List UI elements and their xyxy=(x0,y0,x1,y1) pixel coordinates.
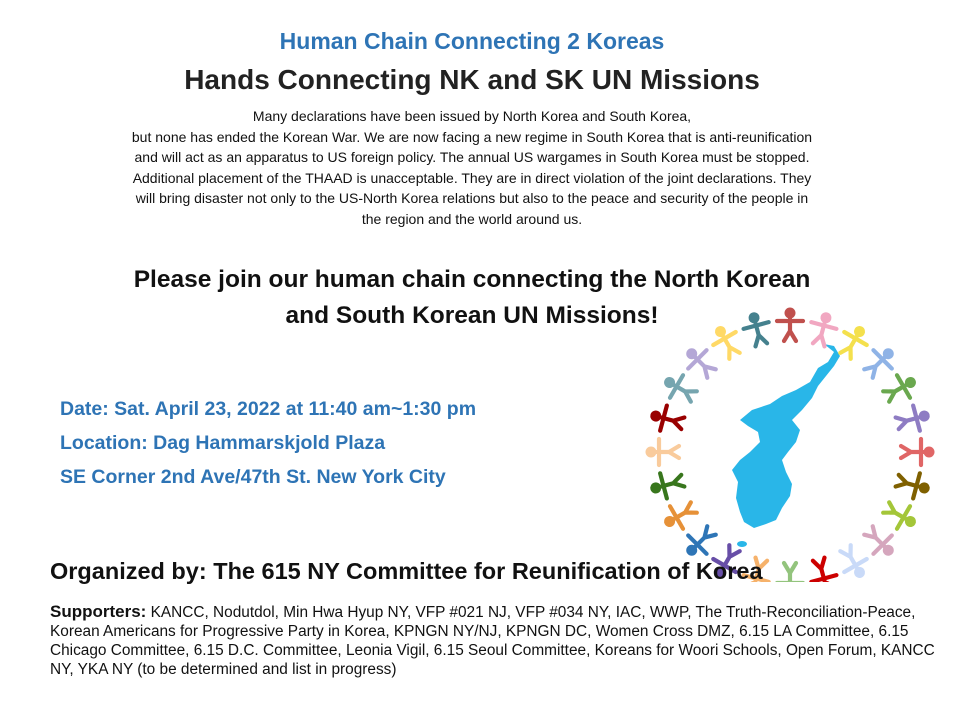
event-details xyxy=(60,392,620,494)
supporters-list xyxy=(50,602,956,679)
intro-line: Many declarations have been issued by North Korea and South Korea, xyxy=(252,108,692,124)
supporters-label: Supporters: xyxy=(50,602,147,621)
intro-line: Additional placement of the THAAD is unacceptable. They are in direct violation of the joint declarations. They xyxy=(132,169,812,186)
stick-figure xyxy=(894,468,933,502)
intro-paragraph xyxy=(30,106,914,230)
stick-figure xyxy=(901,439,935,465)
intro-line: the region and the world around us. xyxy=(361,210,583,227)
stick-figure xyxy=(777,308,803,342)
cta-line: Please join our human chain connecting the North Korean xyxy=(133,266,811,293)
stick-figure xyxy=(706,320,745,362)
intro-line: and will act as an apparatus to US foreign policy. The annual US wargames in South Korea must be stopped. xyxy=(134,149,810,166)
stick-figure xyxy=(880,496,922,535)
stick-figure xyxy=(880,368,922,407)
event-address: SE Corner 2nd Ave/47th St. New York City xyxy=(60,466,446,488)
stick-figure xyxy=(647,402,686,436)
stick-figure xyxy=(647,468,686,502)
cta-line: and South Korean UN Missions! xyxy=(285,302,659,329)
supporters-text: KANCC, Nodutdol, Min Hwa Hyup NY, VFP #021 NJ, VFP #034 NY, IAC, WWP, The Truth-Reconciliation-Peace, Korean Americans for Progressive Party in Korea, KPNGN NY/NJ, KPNGN DC, Women Cross DMZ, 6.15 LA Committee, 6.15 Chicago Committee, 6.15 D.C. Committee, Leonia Vigil, 6.15 Seoul Committee, Koreans for Woori Schools, Open Forum, KANCC NY, YKA NY (to be determined and list in progress) xyxy=(50,604,935,678)
stick-figure xyxy=(859,341,901,383)
stick-figure xyxy=(658,368,700,407)
intro-line: but none has ended the Korean War. We are now facing a new regime in South Korea that is anti-reunification xyxy=(131,128,813,145)
stick-figure xyxy=(834,320,873,362)
human-chain-korea-illustration xyxy=(620,292,940,582)
event-subtitle: Hands Connecting NK and SK UN Missions xyxy=(184,64,760,95)
stick-figure xyxy=(679,341,721,383)
stick-figure xyxy=(646,439,680,465)
stick-figure xyxy=(894,402,933,436)
stick-figure xyxy=(806,309,840,348)
stick-figure xyxy=(658,496,700,535)
event-location: Location: Dag Hammarskjold Plaza xyxy=(60,432,386,454)
korean-peninsula-map-icon xyxy=(732,344,840,547)
stick-figure xyxy=(740,309,774,348)
event-title: Human Chain Connecting 2 Koreas xyxy=(279,28,665,54)
organizer-line: Organized by: The 615 NY Committee for Reunification of Korea xyxy=(50,558,763,584)
intro-line: will bring disaster not only to the US-North Korea relations but also to the peace and security of the people in xyxy=(135,190,809,207)
jeju-island xyxy=(737,541,747,547)
peninsula-shape xyxy=(732,344,840,528)
event-date: Date: Sat. April 23, 2022 at 11:40 am~1:30 pm xyxy=(60,398,477,420)
